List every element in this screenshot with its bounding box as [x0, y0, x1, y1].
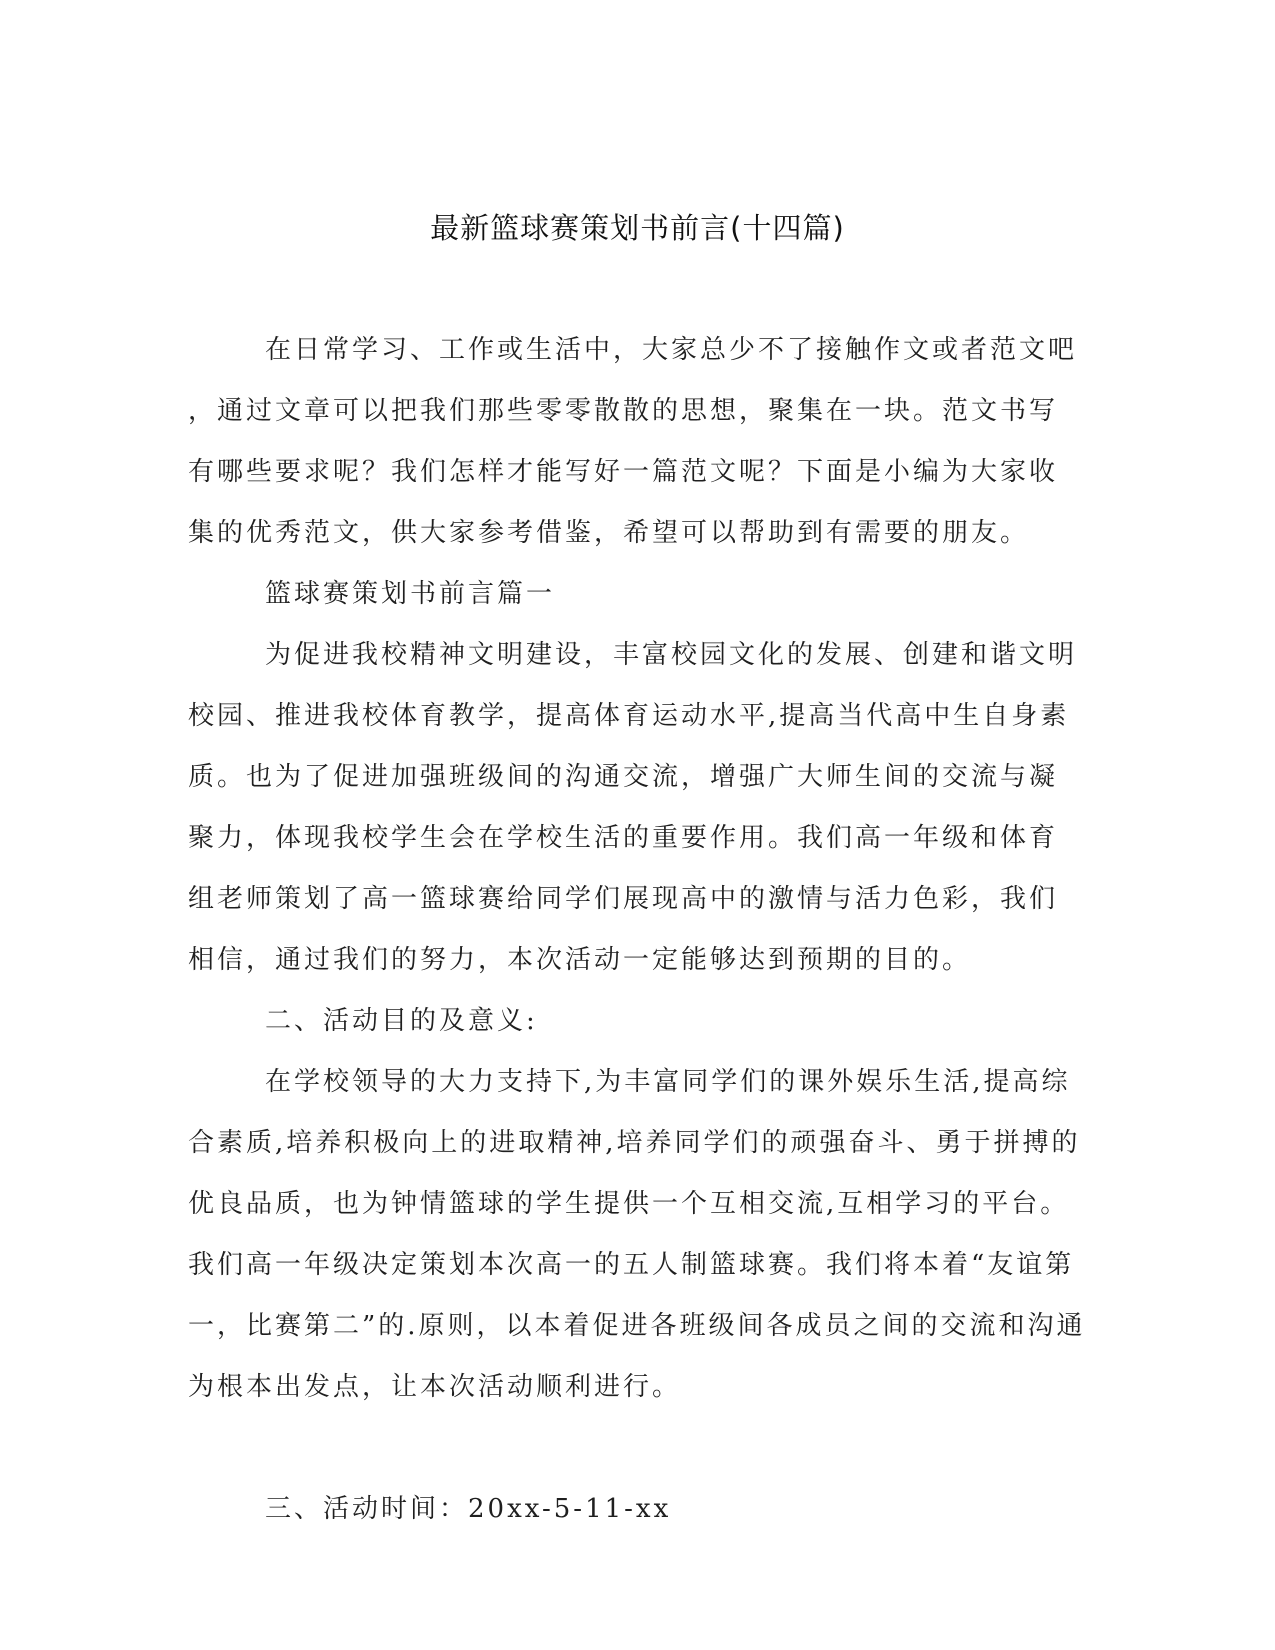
paragraph-line: 聚力，体现我校学生会在学校生活的重要作用。我们高一年级和体育 [188, 823, 1059, 853]
paragraph-line: ，通过文章可以把我们那些零零散散的思想，聚集在一块。范文书写 [188, 396, 1059, 426]
paragraph-line: 质。也为了促进加强班级间的沟通交流，增强广大师生间的交流与凝 [188, 762, 1059, 792]
paragraph-line: 为促进我校精神文明建设，丰富校园文化的发展、创建和谐文明 [265, 640, 1078, 670]
paragraph-line: 组老师策划了高一篮球赛给同学们展现高中的激情与活力色彩，我们 [188, 884, 1059, 914]
section-heading: 篮球赛策划书前言篇一 [265, 579, 556, 609]
paragraph-line: 在日常学习、工作或生活中，大家总少不了接触作文或者范文吧 [265, 335, 1078, 365]
document-body [188, 320, 1088, 1540]
paragraph-line: 为根本出发点，让本次活动顺利进行。 [188, 1372, 682, 1402]
blank-line [188, 1418, 1088, 1479]
paragraph-line: 一，比赛第二”的.原则，以本着促进各班级间各成员之间的交流和沟通 [188, 1311, 1086, 1341]
paragraph-line: 有哪些要求呢？我们怎样才能写好一篇范文呢？下面是小编为大家收 [188, 457, 1059, 487]
section-heading: 二、活动目的及意义: [265, 1006, 538, 1036]
paragraph-line: 合素质,培养积极向上的进取精神,培养同学们的顽强奋斗、勇于拼搏的 [188, 1128, 1081, 1158]
paragraph-line: 我们高一年级决定策划本次高一的五人制篮球赛。我们将本着“友谊第 [188, 1250, 1075, 1280]
paragraph-line: 相信，通过我们的努力，本次活动一定能够达到预期的目的。 [188, 945, 972, 975]
document-title: 最新篮球赛策划书前言(十四篇) [430, 211, 845, 245]
paragraph-line: 校园、推进我校体育教学，提高体育运动水平,提高当代高中生自身素 [188, 701, 1070, 731]
paragraph-line: 集的优秀范文，供大家参考借鉴，希望可以帮助到有需要的朋友。 [188, 518, 1030, 548]
paragraph-line: 优良品质，也为钟情篮球的学生提供一个互相交流,互相学习的平台。 [188, 1189, 1070, 1219]
paragraph-line: 在学校领导的大力支持下,为丰富同学们的课外娱乐生活,提高综 [265, 1067, 1071, 1097]
section-heading: 三、活动时间：20xx-5-11-xx [265, 1494, 672, 1524]
